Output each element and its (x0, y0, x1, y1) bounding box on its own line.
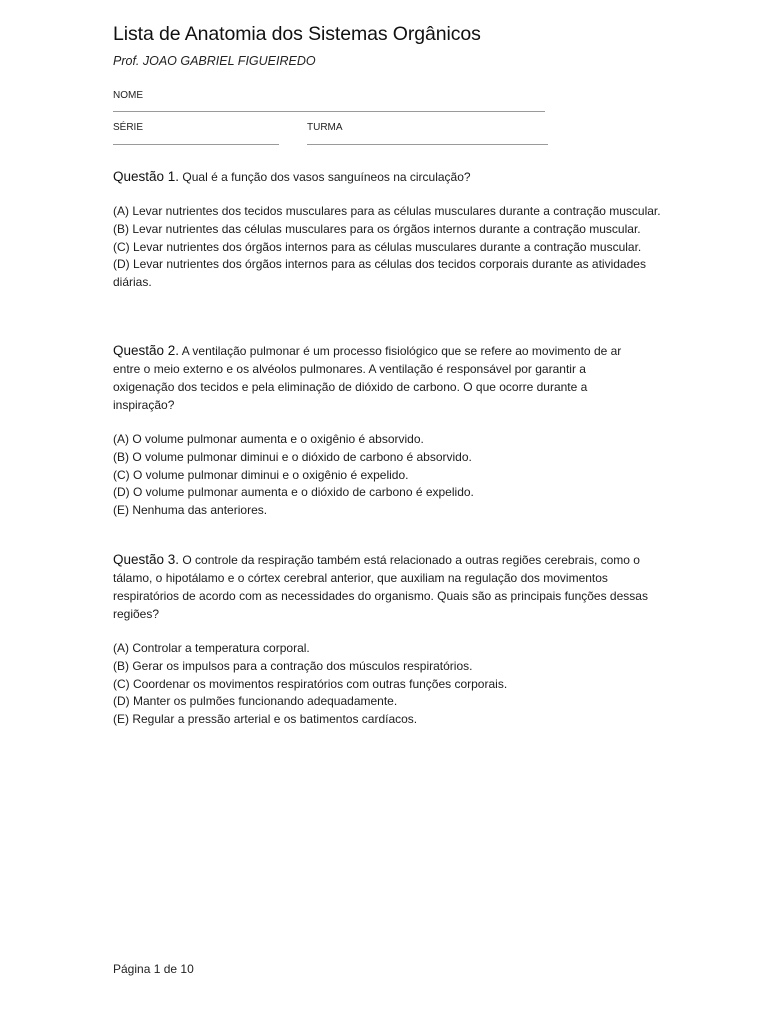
question-2-option-a[interactable]: (A) O volume pulmonar aumenta e o oxigênio é absorvido. (113, 432, 424, 446)
question-3-label: Questão 3. (113, 552, 180, 567)
question-2-text: A ventilação pulmonar é um processo fisiológico que se refere ao movimento de ar entre o meio externo e os alvéolos pulmonares. A ventilação é responsável por garantir a oxigenação dos tecidos e pela eliminação de dióxido de carbono. O que ocorre durante a inspiração? (113, 344, 622, 412)
question-2-label: Questão 2. (113, 343, 180, 358)
question-3-option-b[interactable]: (B) Gerar os impulsos para a contração dos músculos respiratórios. (113, 658, 473, 673)
name-label: NOME (113, 90, 143, 101)
question-1-text: Qual é a função dos vasos sanguíneos na circulação? (182, 170, 471, 184)
serie-label: SÉRIE (113, 122, 144, 133)
question-2-option-c[interactable]: (C) O volume pulmonar diminui e o oxigênio é expelido. (113, 467, 409, 482)
question-3-option-a[interactable]: (A) Controlar a temperatura corporal. (113, 641, 310, 655)
document-header (113, 22, 658, 68)
question-3-options (113, 640, 657, 729)
question-3-prompt (113, 551, 657, 623)
turma-field[interactable] (307, 144, 548, 145)
question-1 (113, 168, 661, 292)
question-2-option-b[interactable]: (B) O volume pulmonar diminui e o dióxido de carbono é absorvido. (113, 449, 472, 464)
name-field[interactable] (113, 111, 545, 112)
question-1-label: Questão 1. (113, 169, 180, 184)
question-1-option-a[interactable]: (A) Levar nutrientes dos tecidos musculares para as células musculares durante a contração muscular. (113, 204, 661, 218)
question-3 (113, 551, 657, 729)
serie-field[interactable] (113, 144, 279, 145)
question-2-prompt (113, 342, 641, 414)
question-1-option-b[interactable]: (B) Levar nutrientes das células musculares para os órgãos internos durante a contração muscular. (113, 221, 641, 236)
question-1-prompt (113, 168, 661, 186)
question-2-option-d[interactable]: (D) O volume pulmonar aumenta e o dióxido de carbono é expelido. (113, 485, 474, 500)
document-title: Lista de Anatomia dos Sistemas Orgânicos (113, 23, 481, 45)
question-1-option-c[interactable]: (C) Levar nutrientes dos órgãos internos para as células musculares durante a contração muscular. (113, 239, 642, 254)
turma-label: TURMA (307, 122, 343, 133)
question-2 (113, 342, 641, 520)
question-3-option-d[interactable]: (D) Manter os pulmões funcionando adequadamente. (113, 694, 398, 709)
question-3-option-c[interactable]: (C) Coordenar os movimentos respiratórios com outras funções corporais. (113, 676, 508, 691)
page-indicator: Página 1 de 10 (113, 962, 194, 976)
question-3-text: O controle da respiração também está relacionado a outras regiões cerebrais, como o tálamo, o hipotálamo e o córtex cerebral anterior, que auxiliam na regulação dos movimentos respiratórios de acordo com as necessidades do organismo. Quais são as principais funções dessas regiões? (113, 553, 648, 621)
question-1-options (113, 203, 661, 292)
professor-name: Prof. JOAO GABRIEL FIGUEIREDO (113, 54, 316, 68)
question-1-option-d[interactable]: (D) Levar nutrientes dos órgãos internos para as células dos tecidos corporais durante as atividades diárias. (113, 257, 646, 290)
question-2-options (113, 431, 641, 520)
question-3-option-e[interactable]: (E) Regular a pressão arterial e os batimentos cardíacos. (113, 712, 418, 727)
question-2-option-e[interactable]: (E) Nenhuma das anteriores. (113, 503, 268, 518)
